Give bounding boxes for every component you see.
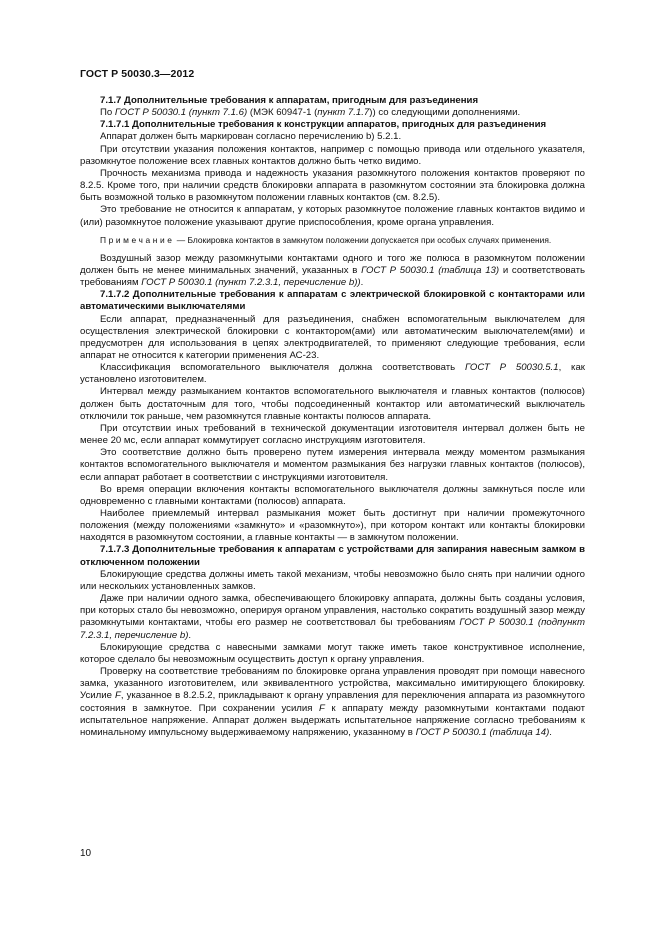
section-7-1-7-3-paragraph-4 xyxy=(80,666,585,739)
section-7-1-7-1-paragraph-3: Прочность механизма привода и надежность указания разомкнутого положения контактов проверяют по 8.2.5. Кроме того, при наличии средств блокировки аппарата в разомкнутом состоянии эта блокировка должна быть возможной только в разомкнутом положении главных контактов (см. 8.2.5). xyxy=(80,167,585,204)
section-7-1-7-2-paragraph-3: Интервал между размыканием контактов вспомогательного выключателя и главных контактов (полюсов) должен быть достаточным для того, чтобы подсоединенный контактор или автоматический выключатель отключили ток раньше, чем разомкнутся главные контакты полюсов аппарата. xyxy=(80,386,585,422)
text-run: Воздушный зазор между разомкнутыми контактами одного и того же полюса в разомкнутом положении должен быть не менее минимальных значений, указанных в xyxy=(80,252,585,276)
note xyxy=(80,235,585,246)
note-label: Примечание xyxy=(100,234,175,245)
section-7-1-7-1-paragraph-2: При отсутствии указания положения контактов, например с помощью привода или отдельного указателя, разомкнутое положение всех главных контактов должно быть четко видимо. xyxy=(80,143,585,167)
text-run: Проверку на соответствие требованиям по блокировке органа управления проводят при помощи навесного замка, указанного изготовителем, или эквивалентного устройства, максимально имитирующего блокировку. Усилие xyxy=(80,666,585,702)
document-body xyxy=(80,95,585,739)
section-7-1-7-3-title: 7.1.7.3 Дополнительные требования к аппаратам с устройствами для запирания навесным замком в отключенном положении xyxy=(80,544,585,568)
reference-gost: ГОСТ Р 50030.1 (таблица 14) xyxy=(415,726,550,738)
reference-iec: пункт 7.1.7 xyxy=(317,107,370,119)
section-7-1-7-2-paragraph-1: Если аппарат, предназначенный для разъединения, снабжен вспомогательным выключателем для осуществления электрической блокировки с контактором(ами) или автоматическим выключателем(ями) и предусмотрен для использования в цепях электродвигателей, то применяют следующие требования, если аппарат не относится к категории применения АС-23. xyxy=(80,313,585,361)
section-7-1-7-2-paragraph-7: Наиболее приемлемый интервал размыкания может быть достигнут при наличии промежуточного положения (между положениями «замкнуто» и «разомкнуто»), при котором контакт или контакты блокировки находятся в разомкнутом состоянии, а главные контакты — в замкнутом положении. xyxy=(80,508,585,544)
reference-gost: ГОСТ Р 50030.1 (пункт 7.2.3.1, перечисление b)) xyxy=(141,277,361,289)
section-7-1-7-2-title: 7.1.7.2 Дополнительные требования к аппаратам с электрической блокировкой с контакторами или автоматическими выключателями xyxy=(80,289,585,313)
force-symbol: F xyxy=(318,702,325,714)
section-7-1-7-paragraph xyxy=(80,107,585,119)
text-run: к аппарату между разомкнутыми контактами подают испытательное напряжение. Аппарат должен выдержать испытательное напряжение согласно требованиям к номинальному импульсному выдерживаемому напряжению, указанному в xyxy=(80,702,585,738)
text-run: и соответствовать требованиям xyxy=(80,264,585,289)
section-7-1-7-3-paragraph-1: Блокирующие средства должны иметь такой механизм, чтобы невозможно было снять при наличии одного или нескольких установленных замков. xyxy=(80,568,585,592)
section-7-1-7-1-paragraph-4: Это требование не относится к аппаратам, у которых разомкнутое положение главных контактов видимо и (или) разомкнутое положение указывают другие приспособления, кроме органа управления. xyxy=(80,204,585,228)
section-7-1-7-2-paragraph-4: При отсутствии иных требований в технической документации изготовителя интервал должен быть не менее 20 мс, если аппарат коммутирует согласно инструкциям изготовителя. xyxy=(80,422,585,447)
note-text: — Блокировка контактов в замкнутом положении допускается при особых случаях применения. xyxy=(174,234,552,245)
section-7-1-7-1-paragraph-5 xyxy=(80,253,585,289)
text-run: , указанное в 8.2.5.2, прикладывают к органу управления для переключения аппарата из разомкнутого состояния в замкнутое. При сохранении усилия xyxy=(80,690,585,714)
text-run: . xyxy=(188,629,192,641)
section-7-1-7-1-paragraph-1: Аппарат должен быть маркирован согласно перечислению b) 5.2.1. xyxy=(100,131,402,143)
text-run: . xyxy=(360,277,364,289)
reference-gost: ГОСТ Р 50030.1 (пункт 7.1.6) xyxy=(114,107,248,119)
reference-gost: ГОСТ Р 50030.5.1 xyxy=(465,362,559,374)
force-symbol: F xyxy=(114,690,121,702)
section-7-1-7-2-paragraph-6: Во время операции включения контакты вспомогательного выключателя должны замкнуться после или одновременно с главными контактами (полюсов) аппарата. xyxy=(80,483,585,507)
page-number: 10 xyxy=(80,848,92,859)
section-7-1-7-3-paragraph-2 xyxy=(80,593,585,642)
text-run: Классификация вспомогательного выключателя должна соответствовать xyxy=(100,362,465,374)
standard-header: ГОСТ Р 50030.3—2012 xyxy=(80,68,195,80)
text-run: (МЭК 60947-1 ( xyxy=(247,107,318,119)
section-7-1-7-3-paragraph-3: Блокирующие средства с навесными замками могут также иметь такое конструктивное исполнение, которое сделало бы невозможным осуществить доступ к органу управления. xyxy=(80,641,585,665)
text-run: , как установлено изготовителем. xyxy=(80,362,585,386)
section-7-1-7-2-paragraph-5: Это соответствие должно быть проверено путем измерения интервала между моментом размыкания контактов вспомогательного выключателя и моментом размыкания без нагрузки главных контактов (полюсов), если аппарат работает в соответствии с инструкциями изготовителя. xyxy=(80,447,585,483)
text-run: По xyxy=(100,107,115,119)
reference-gost: ГОСТ Р 50030.1 (подпункт 7.2.3.1, перечисление b) xyxy=(80,617,585,641)
text-run: Даже при наличии одного замка, обеспечивающего блокировку аппарата, должны быть созданы условия, при которых стало бы невозможно, оперируя органом управления, настолько сократить воздушный зазор между разомкнутыми контактами, чтобы его размер не соответствовал бы требованиям xyxy=(80,593,585,629)
reference-gost: ГОСТ Р 50030.1 (таблица 13) xyxy=(361,264,500,276)
text-run: )) со следующими дополнениями. xyxy=(369,107,521,119)
section-7-1-7-2-paragraph-2 xyxy=(80,362,585,386)
section-7-1-7-1-title: 7.1.7.1 Дополнительные требования к конструкции аппаратов, пригодных для разъединения xyxy=(100,119,547,131)
section-7-1-7-title: 7.1.7 Дополнительные требования к аппаратам, пригодным для разъединения xyxy=(100,95,479,106)
text-run: . xyxy=(549,726,552,738)
